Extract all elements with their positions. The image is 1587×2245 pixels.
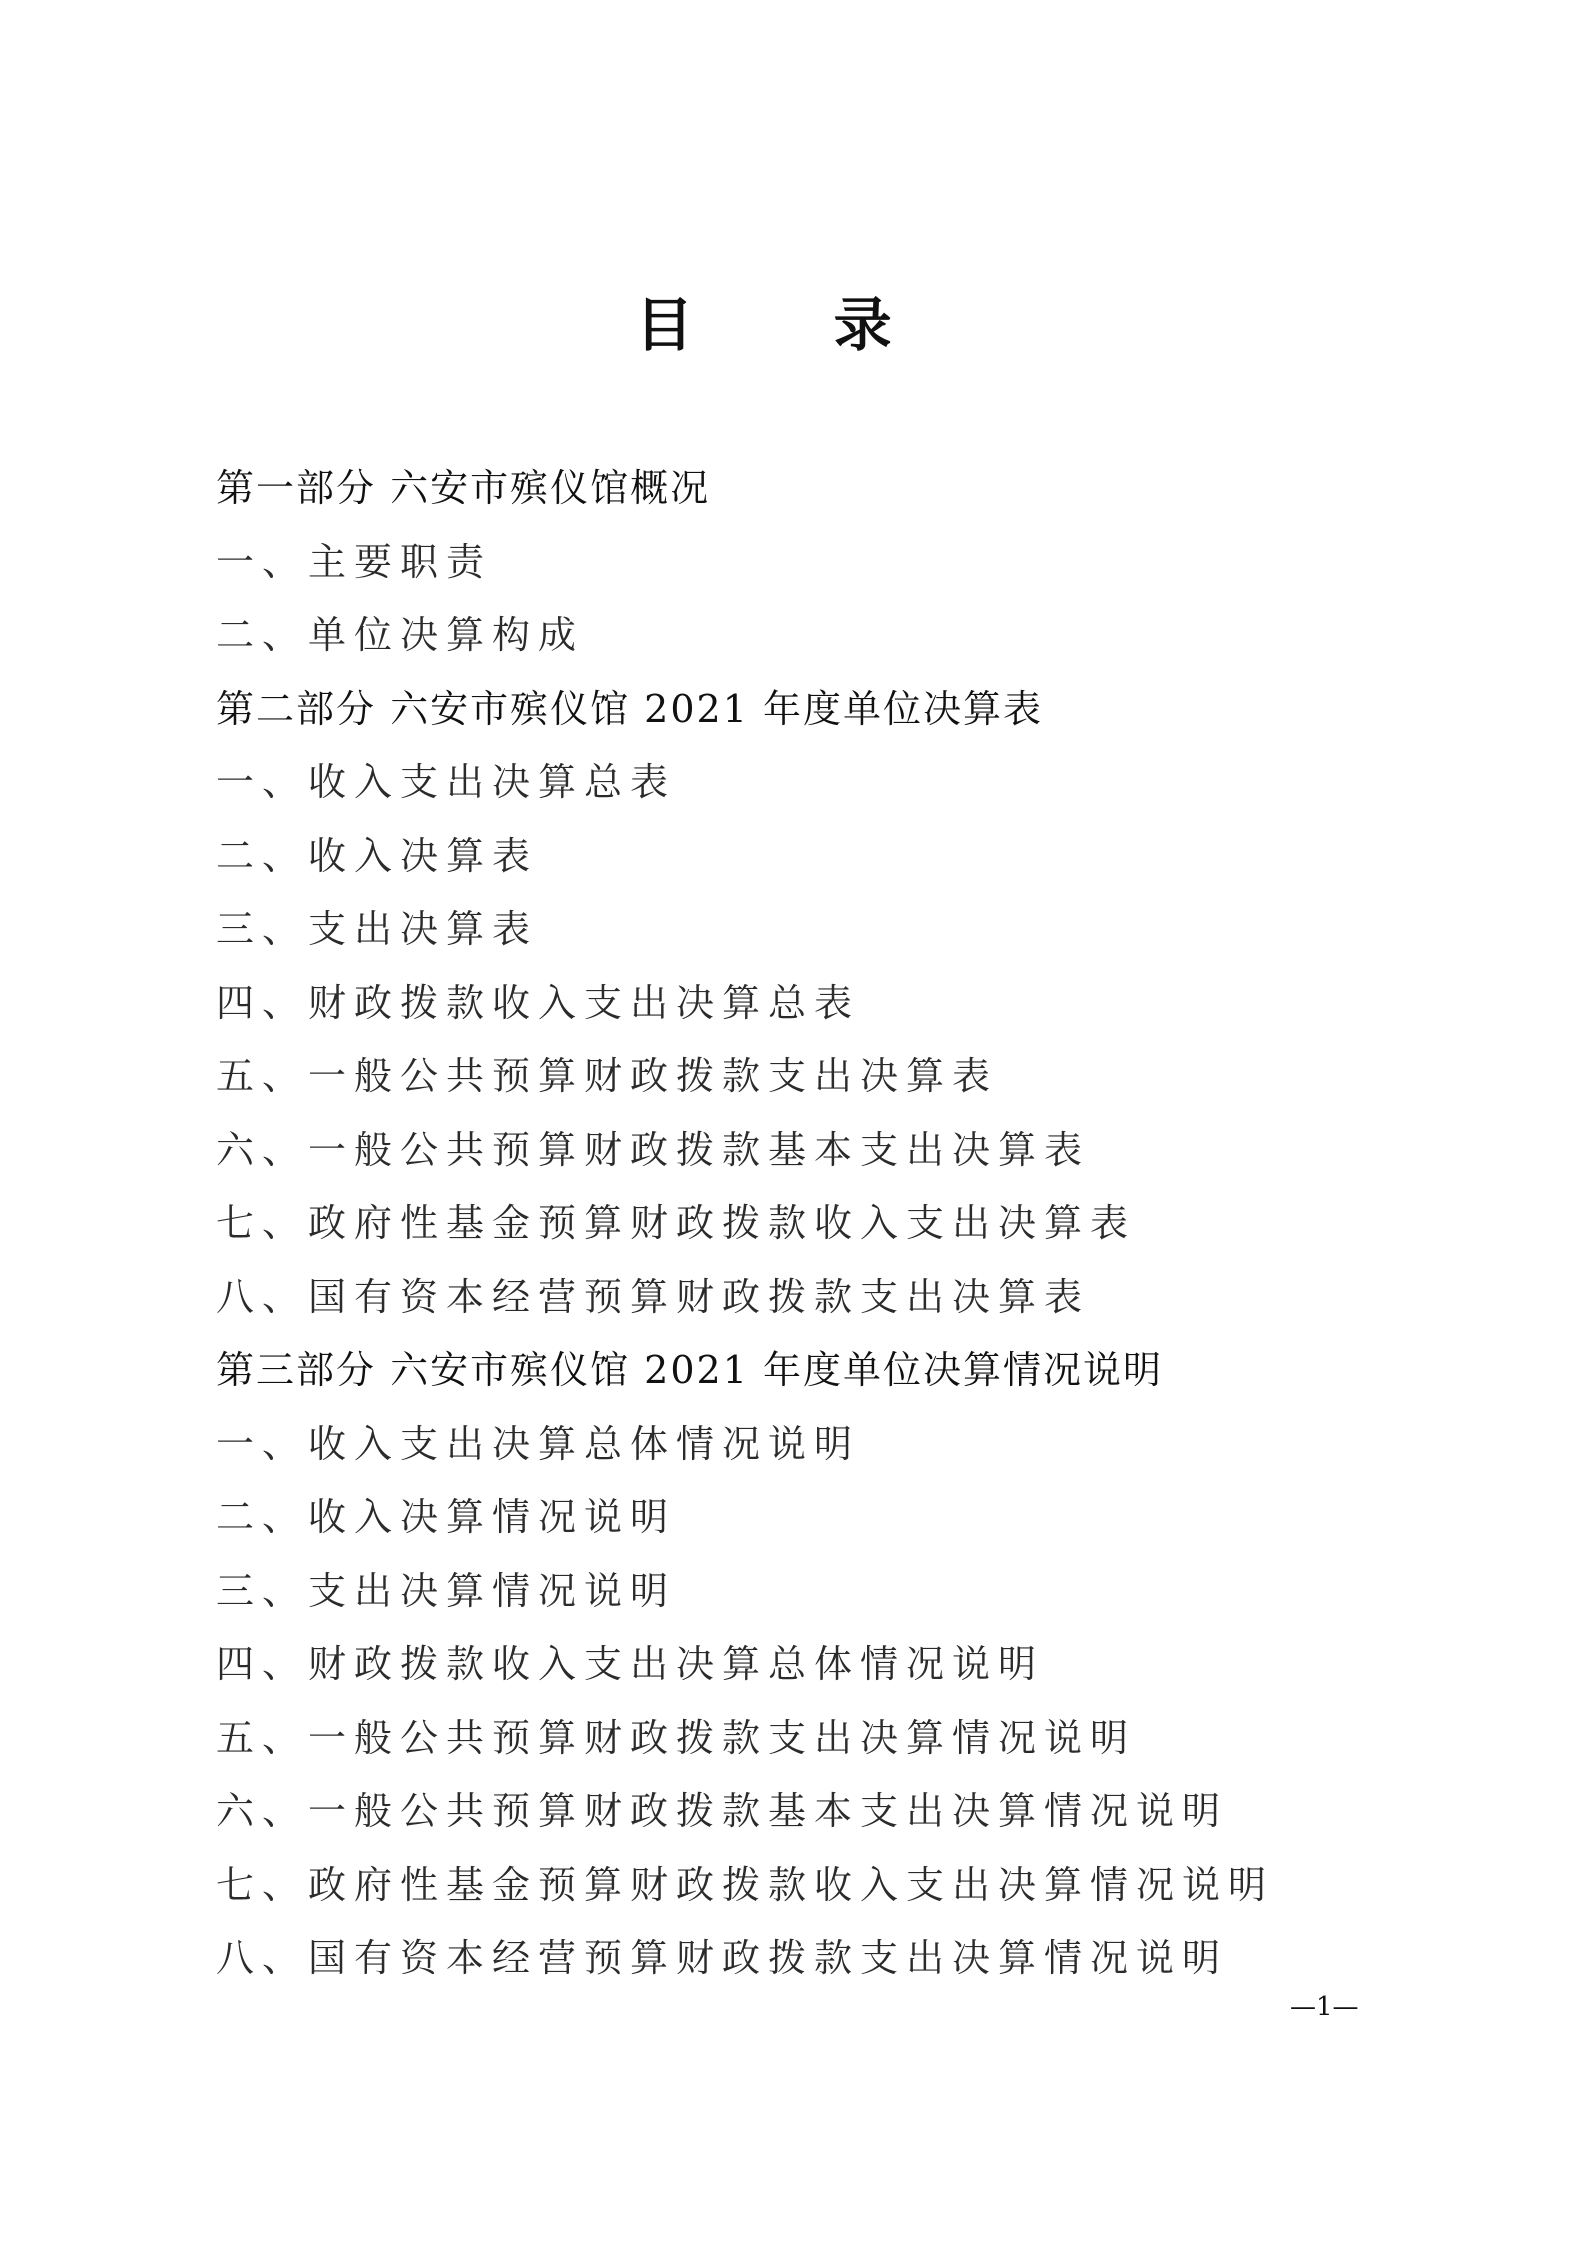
toc-item[interactable]: 四、财政拨款收入支出决算总表: [216, 980, 861, 1025]
toc-item[interactable]: 一、主要职责: [216, 539, 493, 584]
toc-item[interactable]: 七、政府性基金预算财政拨款收入支出决算情况说明: [216, 1862, 1275, 1907]
toc-item[interactable]: 三、支出决算表: [216, 907, 539, 951]
toc-part-1[interactable]: 第一部分 六安市殡仪馆概况: [216, 466, 711, 510]
toc-part-2[interactable]: 第二部分 六安市殡仪馆 2021 年度单位决算表: [216, 686, 1043, 731]
toc-item[interactable]: 三、支出决算情况说明: [216, 1568, 677, 1613]
toc-item[interactable]: 二、单位决算构成: [216, 613, 585, 657]
toc-item[interactable]: 七、政府性基金预算财政拨款收入支出决算表: [216, 1201, 1137, 1245]
toc-part-3[interactable]: 第三部分 六安市殡仪馆 2021 年度单位决算情况说明: [216, 1348, 1163, 1392]
toc-item[interactable]: 六、一般公共预算财政拨款基本支出决算情况说明: [216, 1789, 1229, 1833]
document-title: 目 录: [635, 291, 952, 359]
toc-item[interactable]: 四、财政拨款收入支出决算总体情况说明: [216, 1642, 1045, 1686]
toc-item[interactable]: 二、收入决算情况说明: [216, 1495, 677, 1539]
toc-item[interactable]: 一、收入支出决算总表: [216, 760, 677, 804]
toc-item[interactable]: 一、收入支出决算总体情况说明: [216, 1421, 861, 1466]
toc-item[interactable]: 五、一般公共预算财政拨款支出决算表: [216, 1054, 999, 1098]
toc-item[interactable]: 二、收入决算表: [216, 833, 539, 878]
table-of-contents: [216, 452, 1396, 1996]
toc-item[interactable]: 八、国有资本经营预算财政拨款支出决算情况说明: [216, 1936, 1229, 1980]
page-number: —1—: [1290, 1992, 1359, 2022]
toc-item[interactable]: 五、一般公共预算财政拨款支出决算情况说明: [216, 1715, 1137, 1760]
toc-item[interactable]: 八、国有资本经营预算财政拨款支出决算表: [216, 1274, 1091, 1319]
toc-item[interactable]: 六、一般公共预算财政拨款基本支出决算表: [216, 1127, 1091, 1172]
